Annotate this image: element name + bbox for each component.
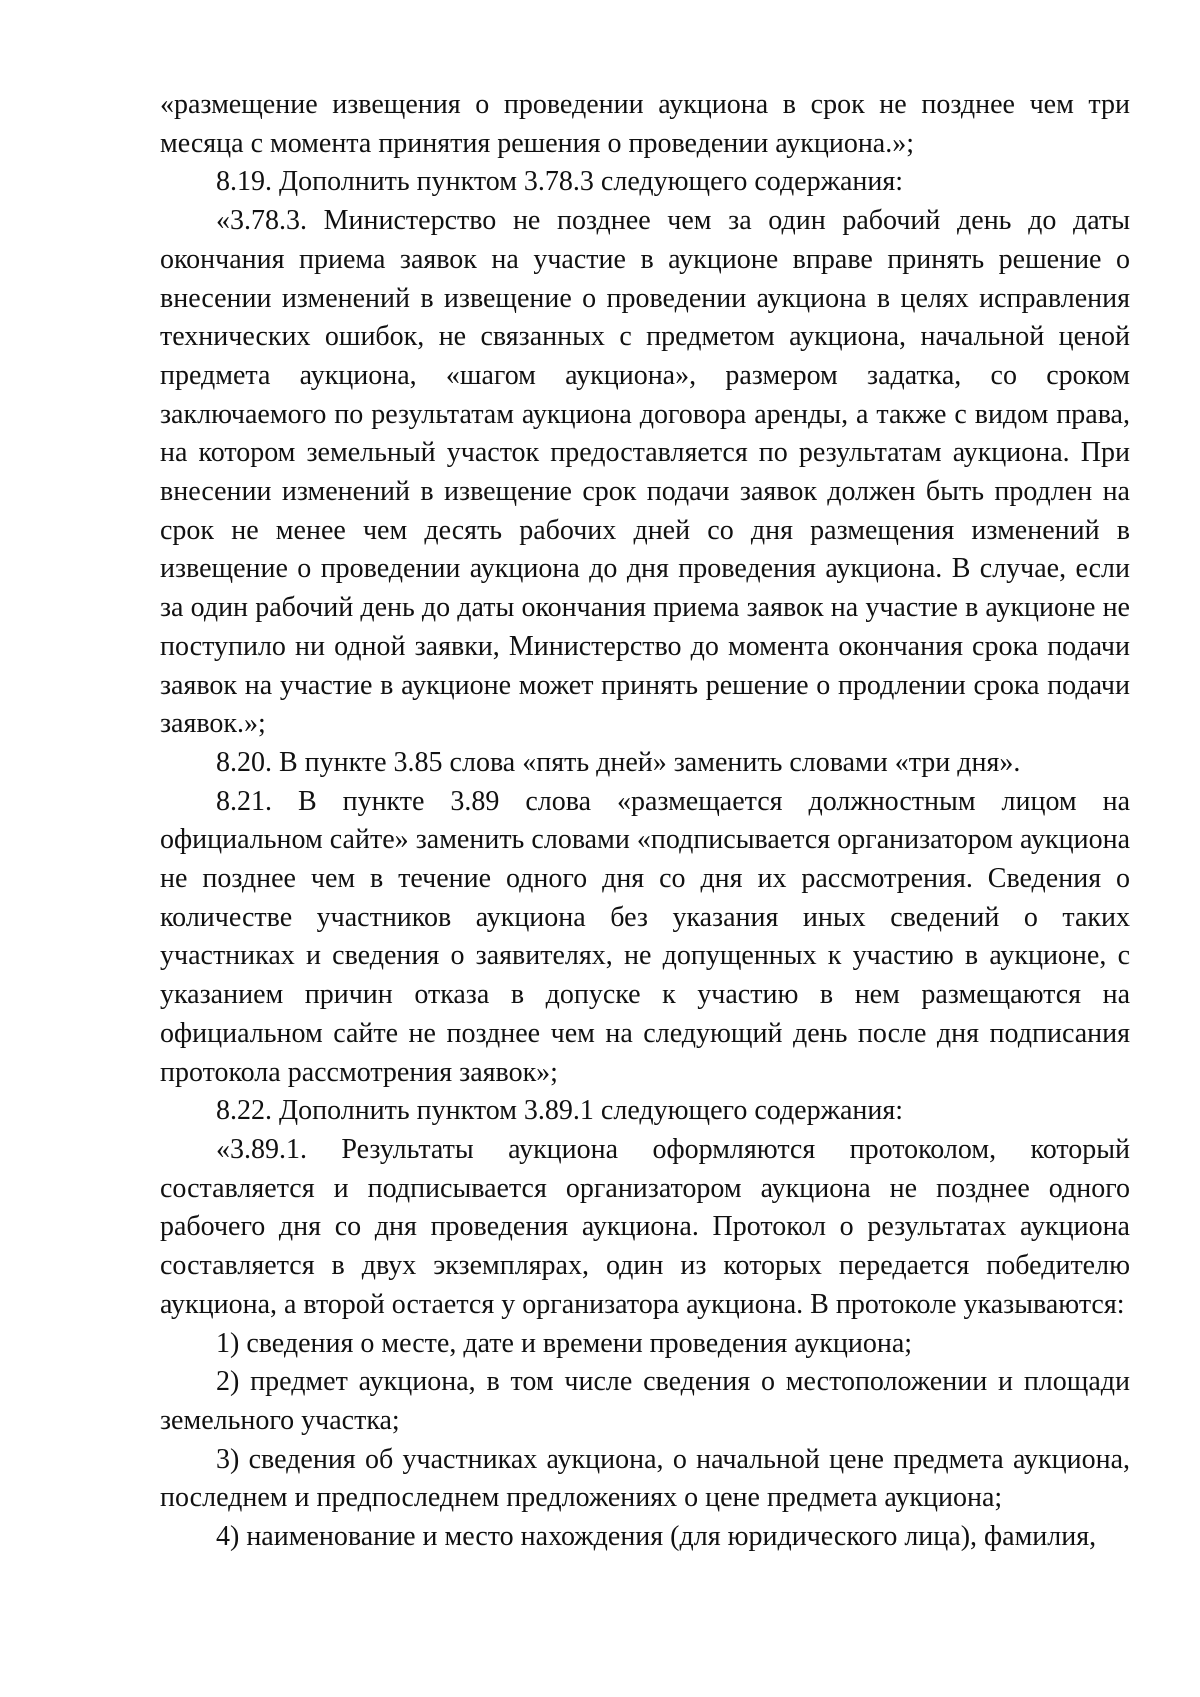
paragraph-8-22: 8.22. Дополнить пунктом 3.89.1 следующего содержания: [216,1095,904,1127]
paragraph-3-78-3: «3.78.3. Министерство не позднее чем за один рабочий день до даты окончания приема заявок на участие в аукционе вправе принять решение о внесении изменений в извещение о проведении аукциона в целях исправления технических ошибок, не связанных с предметом аукциона, начальной ценой предмета аукциона, «шагом аукциона», размером задатка, со сроком заключаемого по результатам аукциона договора аренды, а также с видом права, на котором земельный участок предоставляется по результатам аукциона. При внесении изменений в извещение срок подачи заявок должен быть продлен на срок не менее чем десять рабочих дней со дня размещения изменений в извещение о проведении аукциона до дня проведения аукциона. В случае, если за один рабочий день до даты окончания приема заявок на участие в аукционе не поступило ни одной заявки, Министерство до момента окончания срока подачи заявок на участие в аукционе может принять решение о продлении срока подачи заявок.»; [160,205,1130,740]
paragraph-8-19: 8.19. Дополнить пунктом 3.78.3 следующего содержания: [216,166,904,198]
list-item-4: 4) наименование и место нахождения (для юридического лица), фамилия, [216,1521,1097,1553]
list-item-3: 3) сведения об участниках аукциона, о начальной цене предмета аукциона, последнем и предпоследнем предложениях о цене предмета аукциона; [160,1443,1130,1514]
paragraph-notice-placement-end: «размещение извещения о проведении аукциона в срок не позднее чем три месяца с момента принятия решения о проведении аукциона.»; [160,89,1130,159]
paragraph-8-21: 8.21. В пункте 3.89 слова «размещается должностным лицом на официальном сайте» заменить словами «подписывается организатором аукциона не позднее чем в течение одного дня со дня их рассмотрения. Сведения о количестве участников аукциона без указания иных сведений о таких участниках и сведения о заявителях, не допущенных к участию в аукционе, с указанием причин отказа в допуске к участию в нем размещаются на официальном сайте не позднее чем на следующий день после дня подписания протокола рассмотрения заявок»; [160,785,1130,1088]
document-body [160,86,1130,1557]
list-item-1: 1) сведения о месте, дате и времени проведения аукциона; [216,1327,913,1359]
paragraph-8-20: 8.20. В пункте 3.85 слова «пять дней» заменить словами «три дня». [216,746,1021,778]
paragraph-3-89-1: «3.89.1. Результаты аукциона оформляются протоколом, который составляется и подписывается организатором аукциона не позднее одного рабочего дня со дня проведения аукциона. Протокол о результатах аукциона составляется в двух экземплярах, один из которых передается победителю аукциона, а второй остается у организатора аукциона. В протоколе указываются: [160,1133,1130,1320]
list-item-2: 2) предмет аукциона, в том числе сведения о местоположении и площади земельного участка; [160,1366,1130,1436]
